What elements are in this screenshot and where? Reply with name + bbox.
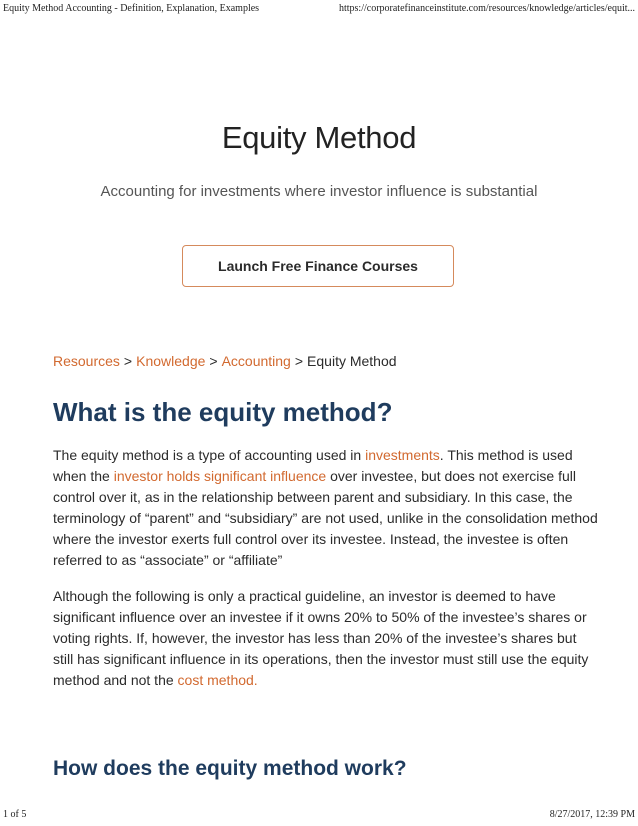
breadcrumb xyxy=(53,353,397,369)
page-subtitle: Accounting for investments where investor influence is substantial xyxy=(100,183,538,200)
breadcrumb-link-accounting[interactable]: Accounting xyxy=(221,353,291,369)
print-footer-page: 1 of 5 xyxy=(3,809,27,820)
breadcrumb-separator: > xyxy=(209,353,218,369)
paragraph-text: . This method is used when the xyxy=(53,447,573,484)
breadcrumb-link-resources[interactable]: Resources xyxy=(53,353,120,369)
section-heading-how-works: How does the equity method work? xyxy=(53,757,407,780)
print-footer xyxy=(0,809,638,823)
print-header xyxy=(0,3,638,17)
breadcrumb-current: Equity Method xyxy=(307,353,397,369)
section-heading-what-is: What is the equity method? xyxy=(53,397,393,427)
cost-method-link[interactable]: cost method. xyxy=(177,672,258,688)
launch-courses-button[interactable]: Launch Free Finance Courses xyxy=(182,245,454,287)
breadcrumb-link-knowledge[interactable]: Knowledge xyxy=(136,353,206,369)
breadcrumb-separator: > xyxy=(294,353,304,369)
paragraph-text: Although the following is only a practical guideline, an investor is deemed to have significant influence over an investee if it owns 20% to 50% of the investee’s shares or voting rights. If, however, the investor has less than 20% of the investee’s shares but still has significant influence in its operations, then the investor must still use the equity method and not the xyxy=(53,588,589,688)
print-footer-datetime: 8/27/2017, 12:39 PM xyxy=(549,809,635,820)
breadcrumb-separator: > xyxy=(123,353,133,369)
print-header-url: https://corporatefinanceinstitute.com/resources/knowledge/articles/equit... xyxy=(338,3,635,14)
paragraph-definition xyxy=(53,445,598,571)
paragraph-text: over investee, but does not exercise full control over it, as in the relationship between parent and subsidiary. In this case, the terminology of “parent” and “subsidiary” are not used, unlike in the consolidation method where the investor exerts full control over its investee. Instead, the investee is often referred to as “associate” or “affiliate” xyxy=(53,468,598,568)
page-title: Equity Method xyxy=(221,120,417,155)
significant-influence-link[interactable]: investor holds significant influence xyxy=(113,468,327,484)
paragraph-text: The equity method is a type of accounting used in xyxy=(53,447,366,463)
paragraph-guideline xyxy=(53,586,598,691)
print-header-title: Equity Method Accounting - Definition, Explanation, Examples xyxy=(3,3,260,14)
investments-link[interactable]: investments xyxy=(365,447,440,463)
